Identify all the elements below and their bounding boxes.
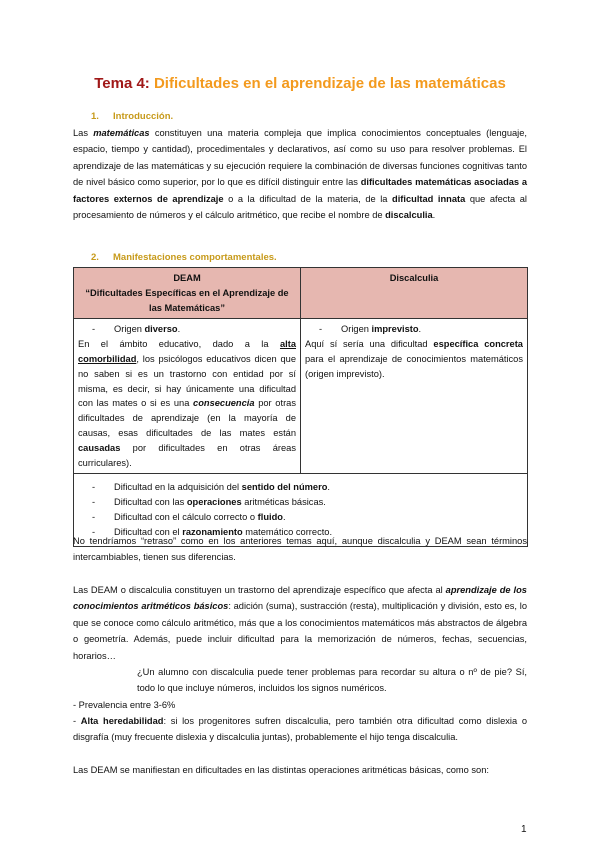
text-run: Dificultad con las — [114, 497, 187, 508]
text-run: . — [327, 482, 330, 493]
text-run: por dificultades en otras áreas curriculares). — [78, 442, 296, 468]
text-run: fluido — [257, 511, 283, 522]
discalculia-description — [305, 337, 523, 381]
list-item: - Dificultad con el cálculo correcto o fluido. — [92, 511, 286, 522]
text-run: Alta heredabilidad — [80, 716, 164, 726]
text-run: Las — [73, 128, 94, 138]
text-run: razonamiento — [182, 526, 243, 537]
comparison-table — [73, 267, 528, 547]
text-run: discalculia — [385, 210, 433, 221]
text-run: imprevisto — [371, 324, 419, 335]
text-run: . — [432, 210, 436, 221]
text-run: constituyen una materia compleja que implica conocimientos conceptuales (lenguaje, espacio, tiempo y cantidad), procedimentales y declarativos, así como su uso para resolver problemas. El aprendizaje de las matemáticas y su ejecución requiere la combinación de diversas funciones cognitivas tanto de nivel básico como superior, por lo que es difícil distinguir entre las — [73, 128, 527, 188]
paragraph-operaciones — [73, 762, 527, 778]
text-run: Dificultad con el cálculo correcto o — [114, 511, 258, 522]
text-run: alta comorbilidad — [78, 339, 296, 364]
cell-discalculia — [301, 319, 528, 474]
text-run: matemáticas — [93, 128, 150, 138]
text-run: , los psicólogos educativos dicen que no saben si es un trastorno con entidad por sí misma, es decir, si hay únicamente una dificultad con las mates o si es una — [78, 353, 296, 409]
text-run: En el ámbito educativo, dado a la — [78, 339, 280, 350]
paragraph-retraso — [73, 533, 527, 566]
text-run: consecuencia — [193, 398, 255, 409]
list-item: - Dificultad con las operaciones aritméticas básicas. — [92, 497, 326, 508]
section-heading-intro: 1. Introducción. — [91, 111, 174, 122]
text-run: Aquí sí sería una dificultad — [305, 339, 434, 350]
paragraph-heredabilidad — [73, 713, 527, 746]
cell-deam — [74, 319, 301, 474]
list-item: - Dificultad con el razonamiento matemático correcto. — [92, 526, 333, 537]
text-run: Origen — [341, 324, 372, 335]
intro-paragraph — [73, 125, 527, 223]
text-run: No tendríamos “retraso” como en los anteriores temas aquí, aunque discalculia y DEAM sean términos intercambiables, tienen sus diferencias. — [73, 536, 527, 563]
text-run: Dificultad en la adquisición del — [114, 482, 242, 493]
header-deam: DEAM “Dificultades Específicas en el Aprendizaje de las Matemáticas” — [74, 268, 301, 319]
text-run: aritméticas básicas. — [241, 497, 326, 508]
text-run: o a la dificultad de la materia, de la — [223, 193, 393, 204]
section-heading-manifestaciones: 2. Manifestaciones comportamentales. — [91, 252, 277, 263]
text-run: que afecta al procesamiento de números y el cálculo aritmético, que recibe el nombre de — [73, 193, 527, 221]
text-run: - Prevalencia entre 3-6% — [73, 700, 176, 710]
page-number: 1 — [521, 824, 527, 835]
page-title: Tema 4: Dificultades en el aprendizaje de las matemáticas — [94, 75, 506, 92]
text-run: para el aprendizaje de conocimientos matemáticos (origen imprevisto). — [305, 353, 523, 379]
paragraph-deam-definition — [73, 582, 527, 664]
text-run: específica concreta — [433, 339, 523, 350]
text-run: . — [282, 511, 286, 522]
text-run: . — [177, 324, 181, 335]
bullet: - Origen imprevisto. — [319, 324, 422, 335]
text-run: por otras dificultades de aprendizaje (en la mayoría de causas, esas dificultades de las mates están — [78, 398, 296, 438]
text-run: dificultades matemáticas asociadas a factores externos de aprendizaje — [73, 177, 528, 204]
text-run: . — [418, 324, 422, 335]
text-run: ¿Un alumno con discalculia puede tener problemas para recordar su altura o nº de pie? Sí, todo lo que incluye números, incluidos los signos numéricos. — [137, 667, 527, 694]
text-run: Las DEAM o discalculia constituyen un trastorno del aprendizaje específico que afecta al — [73, 585, 446, 595]
bullet: - Origen diverso. — [92, 324, 181, 335]
text-run: operaciones — [186, 497, 242, 508]
text-run: : si los progenitores sufren discalculia, pero también otra dificultad como dislexia o disgrafía (muy frecuente dislexia y discalculia juntas), probablemente el hijo tenga discalculia. — [73, 716, 528, 743]
text-run: dificultad innata — [392, 193, 466, 204]
text-run: sentido del número — [241, 482, 328, 493]
text-run: Las DEAM se manifiestan en dificultades en las distintas operaciones aritméticas básicas, como son: — [73, 765, 489, 775]
paragraph-question — [73, 664, 527, 697]
text-run: Origen — [114, 324, 145, 335]
text-run: - — [73, 716, 81, 726]
list-item: - Dificultad en la adquisición del sentido del número. — [92, 482, 330, 493]
paragraph-prevalencia — [73, 697, 527, 713]
text-run: matemático correcto. — [242, 526, 333, 537]
text-run: : adición (suma), sustracción (resta), multiplicación y división, esto es, lo que se conoce como cálculo aritmético, más que a los conocimientos matemáticos más abstractos de álgebra o geometría. Además, puede incluir dificultad para la memorización de números, fechas, secuencias, horarios… — [73, 601, 527, 661]
header-discalculia: Discalculia — [301, 268, 528, 319]
text-run: causadas — [78, 442, 121, 453]
text-run: Dificultad con el — [114, 526, 183, 537]
text-run: diverso — [144, 324, 178, 335]
deam-description — [78, 337, 296, 470]
text-run: aprendizaje de los conocimientos aritméticos básicos — [73, 585, 527, 612]
